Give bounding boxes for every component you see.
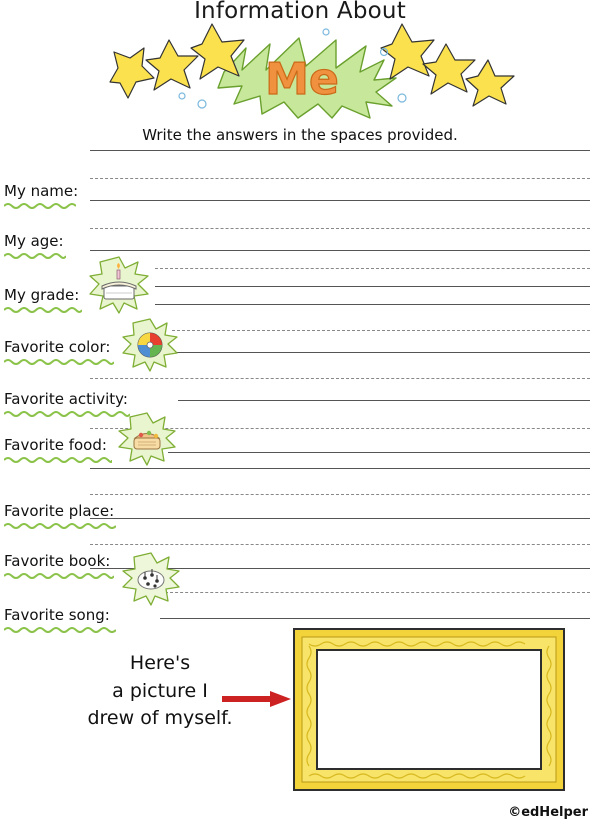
- instruction-text: Write the answers in the spaces provided.: [142, 126, 458, 144]
- copyright-footer: ©edHelper: [508, 805, 588, 820]
- squiggle-underline: [4, 358, 114, 365]
- prompt-favorite-place: Favorite place:: [4, 502, 115, 520]
- stars-banner: [74, 22, 524, 120]
- food-basket-burst: [118, 412, 176, 466]
- prompt-my-name: My name:: [4, 182, 79, 200]
- prompt-favorite-activity: Favorite activity:: [4, 390, 128, 408]
- page-title: Information About: [194, 0, 406, 24]
- writing-line: [90, 494, 590, 495]
- writing-line: [160, 592, 590, 593]
- squiggle-underline: [4, 410, 130, 417]
- writing-line: [90, 378, 590, 379]
- writing-line: [172, 352, 590, 353]
- writing-line: [90, 200, 590, 201]
- title-badge-text: Me: [265, 54, 339, 105]
- birthday-cake-burst: [88, 256, 150, 314]
- prompt-favorite-color: Favorite color:: [4, 338, 111, 356]
- writing-line: [155, 286, 590, 287]
- music-notes-burst: [122, 552, 180, 606]
- writing-line: [90, 518, 590, 519]
- right-arrow-icon: [222, 690, 292, 708]
- writing-line: [172, 330, 590, 331]
- squiggle-underline: [4, 572, 114, 579]
- writing-line: [90, 228, 590, 229]
- squiggle-underline: [4, 252, 66, 259]
- caption-line-1: Here's: [129, 652, 191, 674]
- writing-line: [90, 178, 590, 179]
- caption-line-3: drew of myself.: [87, 707, 233, 730]
- squiggle-underline: [4, 306, 82, 313]
- squiggle-underline: [4, 202, 76, 209]
- writing-line: [160, 618, 590, 619]
- prompt-favorite-food: Favorite food:: [4, 436, 107, 454]
- prompt-my-age: My age:: [4, 232, 64, 250]
- prompt-favorite-song: Favorite song:: [4, 606, 110, 624]
- writing-line: [178, 400, 590, 401]
- writing-line: [90, 544, 590, 545]
- writing-line: [90, 150, 590, 151]
- squiggle-underline: [4, 626, 116, 633]
- caption-line-2: a picture I: [112, 679, 208, 702]
- writing-line: [90, 250, 590, 251]
- squiggle-underline: [4, 456, 112, 463]
- squiggle-underline: [4, 522, 116, 529]
- writing-line: [168, 452, 590, 453]
- prompt-favorite-book: Favorite book:: [4, 552, 111, 570]
- picture-frame[interactable]: [293, 628, 565, 791]
- writing-line: [155, 304, 590, 305]
- writing-line: [155, 268, 590, 269]
- prompt-my-grade: My grade:: [4, 286, 80, 304]
- beach-ball-burst: [122, 318, 178, 372]
- writing-line: [90, 468, 590, 469]
